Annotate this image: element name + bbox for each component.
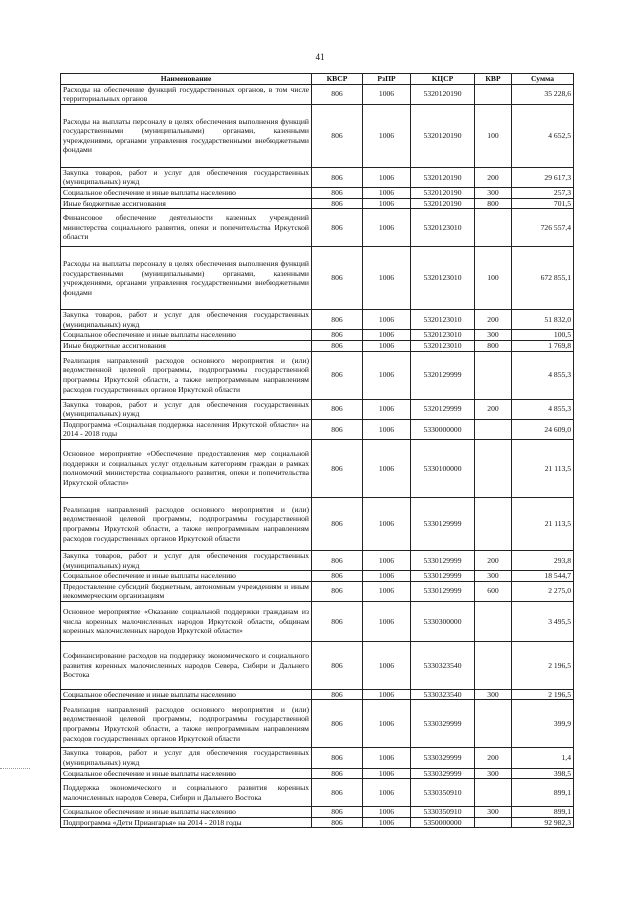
cell-kcsr: 5320123010 <box>411 340 475 351</box>
table-row <box>61 700 574 748</box>
cell-name: Социальное обеспечение и иные выплаты населению <box>61 807 312 818</box>
table-row <box>61 198 574 209</box>
cell-rzpr: 1006 <box>363 167 411 187</box>
cell-rzpr: 1006 <box>363 817 411 828</box>
cell-name: Социальное обеспечение и иные выплаты населению <box>61 768 312 779</box>
cell-kvr: 300 <box>475 768 512 779</box>
cell-kvsr: 806 <box>312 748 363 768</box>
cell-rzpr: 1006 <box>363 550 411 570</box>
cell-kvr: 100 <box>475 104 512 167</box>
table-row <box>61 247 574 310</box>
cell-name: Софинансирование расходов на поддержку экономического и социального развития коренных малочисленных народов Севера, Сибири и Дальнего Востока <box>61 641 312 689</box>
cell-kvsr: 806 <box>312 351 363 399</box>
page-number: 41 <box>315 52 325 62</box>
cell-kcsr: 5330129999 <box>411 550 475 570</box>
cell-kcsr: 5330323540 <box>411 641 475 689</box>
cell-kvr: 200 <box>475 167 512 187</box>
cell-name: Реализация направлений расходов основного мероприятия и (или) ведомственной целевой программы, подпрограммы государственной программы Иркутской области, а также непрограммным направлениям расходов государственных органов Иркутской области <box>61 351 312 399</box>
cell-kvsr: 806 <box>312 601 363 641</box>
cell-name: Социальное обеспечение и иные выплаты населению <box>61 571 312 582</box>
cell-kcsr: 5330323540 <box>411 689 475 700</box>
cell-kcsr: 5350000000 <box>411 817 475 828</box>
cell-kcsr: 5330129999 <box>411 497 475 550</box>
cell-name: Закупка товаров, работ и услуг для обеспечения государственных (муниципальных) нужд <box>61 310 312 330</box>
cell-kvr <box>475 817 512 828</box>
cell-kcsr: 5330300000 <box>411 601 475 641</box>
cell-kvr <box>475 641 512 689</box>
cell-kcsr: 5330329999 <box>411 700 475 748</box>
cell-kvsr: 806 <box>312 641 363 689</box>
cell-kvsr: 806 <box>312 399 363 419</box>
cell-sum: 2 196,5 <box>512 641 574 689</box>
cell-kvr <box>475 497 512 550</box>
table-row <box>61 571 574 582</box>
cell-kcsr: 5320129999 <box>411 399 475 419</box>
cell-rzpr: 1006 <box>363 419 411 439</box>
cell-name: Подпрограмма «Дети Приангарья» на 2014 - 2018 годы <box>61 817 312 828</box>
cell-rzpr: 1006 <box>363 198 411 209</box>
table-row <box>61 601 574 641</box>
cell-name: Социальное обеспечение и иные выплаты населению <box>61 689 312 700</box>
cell-rzpr: 1006 <box>363 439 411 497</box>
cell-sum: 399,9 <box>512 700 574 748</box>
cell-kvsr: 806 <box>312 439 363 497</box>
cell-kcsr: 5330350910 <box>411 807 475 818</box>
cell-kvr <box>475 419 512 439</box>
cell-rzpr: 1006 <box>363 571 411 582</box>
cell-name: Закупка товаров, работ и услуг для обеспечения государственных (муниципальных) нужд <box>61 748 312 768</box>
cell-kvr: 300 <box>475 330 512 341</box>
cell-kvr <box>475 209 512 247</box>
header-sum: Сумма <box>512 74 574 85</box>
cell-kvr <box>475 601 512 641</box>
cell-name: Закупка товаров, работ и услуг для обеспечения государственных (муниципальных) нужд <box>61 399 312 419</box>
cell-rzpr: 1006 <box>363 104 411 167</box>
cell-kvr: 300 <box>475 807 512 818</box>
header-name: Наименование <box>61 74 312 85</box>
cell-kvr: 600 <box>475 581 512 601</box>
cell-kvr <box>475 439 512 497</box>
cell-rzpr: 1006 <box>363 351 411 399</box>
table-row <box>61 817 574 828</box>
cell-rzpr: 1006 <box>363 641 411 689</box>
cell-kvsr: 806 <box>312 198 363 209</box>
cell-sum: 100,5 <box>512 330 574 341</box>
cell-name: Иные бюджетные ассигнования <box>61 340 312 351</box>
cell-kvsr: 806 <box>312 768 363 779</box>
table-row <box>61 497 574 550</box>
cell-kcsr: 5320123010 <box>411 310 475 330</box>
cell-sum: 21 113,5 <box>512 439 574 497</box>
cell-name: Закупка товаров, работ и услуг для обеспечения государственных (муниципальных) нужд <box>61 550 312 570</box>
cell-rzpr: 1006 <box>363 209 411 247</box>
cell-kcsr: 5330129999 <box>411 581 475 601</box>
cell-kcsr: 5320120190 <box>411 84 475 104</box>
cell-kcsr: 5330329999 <box>411 748 475 768</box>
table-row <box>61 209 574 247</box>
cell-sum: 18 544,7 <box>512 571 574 582</box>
table-row <box>61 167 574 187</box>
cell-sum: 1 769,8 <box>512 340 574 351</box>
cell-kvsr: 806 <box>312 84 363 104</box>
cell-name: Расходы на обеспечение функций государственных органов, в том числе территориальных органов <box>61 84 312 104</box>
cell-sum: 701,5 <box>512 198 574 209</box>
cell-kvsr: 806 <box>312 310 363 330</box>
budget-table <box>60 73 574 828</box>
cell-name: Поддержка экономического и социального развития коренных малочисленных народов Севера, Сибири и Дальнего Востока <box>61 779 312 807</box>
cell-kvr <box>475 84 512 104</box>
cell-sum: 899,1 <box>512 807 574 818</box>
cell-name: Расходы на выплаты персоналу в целях обеспечения выполнения функций государственными (муниципальными) органами, казенными учреждениями, органами управления государственными внебюджетными фондами <box>61 104 312 167</box>
cell-kvr: 200 <box>475 399 512 419</box>
table-body <box>61 84 574 828</box>
cell-sum: 4 652,5 <box>512 104 574 167</box>
cell-kvsr: 806 <box>312 187 363 198</box>
cell-kvr <box>475 351 512 399</box>
cell-kcsr: 5330129999 <box>411 571 475 582</box>
cell-rzpr: 1006 <box>363 497 411 550</box>
table-row <box>61 419 574 439</box>
table-row <box>61 84 574 104</box>
cell-kvr: 800 <box>475 340 512 351</box>
cell-kvsr: 806 <box>312 581 363 601</box>
table-row <box>61 187 574 198</box>
cell-kvr: 300 <box>475 571 512 582</box>
table-row <box>61 779 574 807</box>
cell-sum: 257,3 <box>512 187 574 198</box>
cell-sum: 35 228,6 <box>512 84 574 104</box>
header-kcsr: КЦСР <box>411 74 475 85</box>
cell-name: Закупка товаров, работ и услуг для обеспечения государственных (муниципальных) нужд <box>61 167 312 187</box>
cell-kcsr: 5320120190 <box>411 198 475 209</box>
cell-rzpr: 1006 <box>363 689 411 700</box>
cell-name: Реализация направлений расходов основного мероприятия и (или) ведомственной целевой программы, подпрограммы государственной программы Иркутской области, а также непрограммным направлениям расходов государственных органов Иркутской области <box>61 700 312 748</box>
cell-sum: 92 982,3 <box>512 817 574 828</box>
table-row <box>61 104 574 167</box>
cell-kcsr: 5320120190 <box>411 187 475 198</box>
cell-kvsr: 806 <box>312 167 363 187</box>
cell-name: Основное мероприятие «Обеспечение предоставления мер социальной поддержки и социальных услуг отдельным категориям граждан в рамках полномочий министерства социального развития, опеки и попечительства Иркутской области» <box>61 439 312 497</box>
scan-artifact <box>0 768 30 770</box>
table-row <box>61 550 574 570</box>
cell-kvsr: 806 <box>312 330 363 341</box>
cell-kvsr: 806 <box>312 209 363 247</box>
cell-kcsr: 5320123010 <box>411 247 475 310</box>
cell-name: Социальное обеспечение и иные выплаты населению <box>61 187 312 198</box>
cell-kvsr: 806 <box>312 419 363 439</box>
cell-kvsr: 806 <box>312 340 363 351</box>
table-row <box>61 330 574 341</box>
cell-rzpr: 1006 <box>363 768 411 779</box>
table-row <box>61 340 574 351</box>
cell-sum: 24 609,0 <box>512 419 574 439</box>
cell-kvsr: 806 <box>312 497 363 550</box>
cell-sum: 293,8 <box>512 550 574 570</box>
cell-sum: 672 855,1 <box>512 247 574 310</box>
cell-kvsr: 806 <box>312 700 363 748</box>
cell-kvr: 300 <box>475 187 512 198</box>
header-kvr: КВР <box>475 74 512 85</box>
cell-sum: 899,1 <box>512 779 574 807</box>
cell-rzpr: 1006 <box>363 340 411 351</box>
cell-rzpr: 1006 <box>363 399 411 419</box>
cell-sum: 1,4 <box>512 748 574 768</box>
table-header <box>61 74 574 85</box>
cell-sum: 726 557,4 <box>512 209 574 247</box>
cell-rzpr: 1006 <box>363 779 411 807</box>
cell-sum: 4 855,3 <box>512 399 574 419</box>
table-row <box>61 807 574 818</box>
cell-kcsr: 5330350910 <box>411 779 475 807</box>
cell-kvr: 800 <box>475 198 512 209</box>
cell-rzpr: 1006 <box>363 187 411 198</box>
cell-kvsr: 806 <box>312 817 363 828</box>
cell-kvsr: 806 <box>312 104 363 167</box>
cell-kcsr: 5320120190 <box>411 104 475 167</box>
header-kvsr: КВСР <box>312 74 363 85</box>
table-row <box>61 689 574 700</box>
cell-kvsr: 806 <box>312 571 363 582</box>
cell-rzpr: 1006 <box>363 807 411 818</box>
cell-kvsr: 806 <box>312 550 363 570</box>
table-row <box>61 768 574 779</box>
cell-sum: 21 113,5 <box>512 497 574 550</box>
cell-rzpr: 1006 <box>363 247 411 310</box>
cell-kvr: 200 <box>475 550 512 570</box>
cell-kvsr: 806 <box>312 689 363 700</box>
cell-sum: 2 275,0 <box>512 581 574 601</box>
cell-name: Расходы на выплаты персоналу в целях обеспечения выполнения функций государственными (муниципальными) органами, казенными учреждениями, органами управления государственными внебюджетными фондами <box>61 247 312 310</box>
table-row <box>61 399 574 419</box>
cell-sum: 29 617,3 <box>512 167 574 187</box>
cell-kcsr: 5320123010 <box>411 330 475 341</box>
cell-kcsr: 5330000000 <box>411 419 475 439</box>
cell-name: Предоставление субсидий бюджетным, автономным учреждениям и иным некоммерческим организациям <box>61 581 312 601</box>
cell-sum: 398,5 <box>512 768 574 779</box>
cell-kcsr: 5320120190 <box>411 167 475 187</box>
cell-sum: 2 196,5 <box>512 689 574 700</box>
cell-rzpr: 1006 <box>363 700 411 748</box>
cell-name: Реализация направлений расходов основного мероприятия и (или) ведомственной целевой программы, подпрограммы государственной программы Иркутской области, а также непрограммным направлениям расходов государственных органов Иркутской области <box>61 497 312 550</box>
table-row <box>61 748 574 768</box>
cell-rzpr: 1006 <box>363 310 411 330</box>
cell-kcsr: 5320123010 <box>411 209 475 247</box>
cell-kvr <box>475 700 512 748</box>
cell-name: Подпрограмма «Социальная поддержка населения Иркутской области» на 2014 - 2018 годы <box>61 419 312 439</box>
cell-kvr <box>475 779 512 807</box>
table-row <box>61 351 574 399</box>
cell-kvr: 200 <box>475 748 512 768</box>
cell-rzpr: 1006 <box>363 84 411 104</box>
cell-rzpr: 1006 <box>363 748 411 768</box>
cell-kvr: 100 <box>475 247 512 310</box>
cell-kcsr: 5330100000 <box>411 439 475 497</box>
cell-name: Иные бюджетные ассигнования <box>61 198 312 209</box>
cell-kvsr: 806 <box>312 807 363 818</box>
cell-kcsr: 5330329999 <box>411 768 475 779</box>
table-row <box>61 439 574 497</box>
cell-kvr: 300 <box>475 689 512 700</box>
cell-rzpr: 1006 <box>363 581 411 601</box>
cell-name: Финансовое обеспечение деятельности казенных учреждений министерства социального развития, опеки и попечительства Иркутской области <box>61 209 312 247</box>
cell-kvr: 200 <box>475 310 512 330</box>
header-rzpr: РзПР <box>363 74 411 85</box>
table-row <box>61 310 574 330</box>
cell-kvsr: 806 <box>312 779 363 807</box>
table-row <box>61 581 574 601</box>
cell-kvsr: 806 <box>312 247 363 310</box>
cell-sum: 51 832,0 <box>512 310 574 330</box>
cell-kcsr: 5320129999 <box>411 351 475 399</box>
cell-sum: 3 495,5 <box>512 601 574 641</box>
cell-name: Социальное обеспечение и иные выплаты населению <box>61 330 312 341</box>
table-row <box>61 641 574 689</box>
cell-rzpr: 1006 <box>363 330 411 341</box>
cell-rzpr: 1006 <box>363 601 411 641</box>
cell-name: Основное мероприятие «Оказание социальной поддержки гражданам из числа коренных малочисленных народов Иркутской области, общинам коренных малочисленных народов Иркутской области» <box>61 601 312 641</box>
cell-sum: 4 855,3 <box>512 351 574 399</box>
